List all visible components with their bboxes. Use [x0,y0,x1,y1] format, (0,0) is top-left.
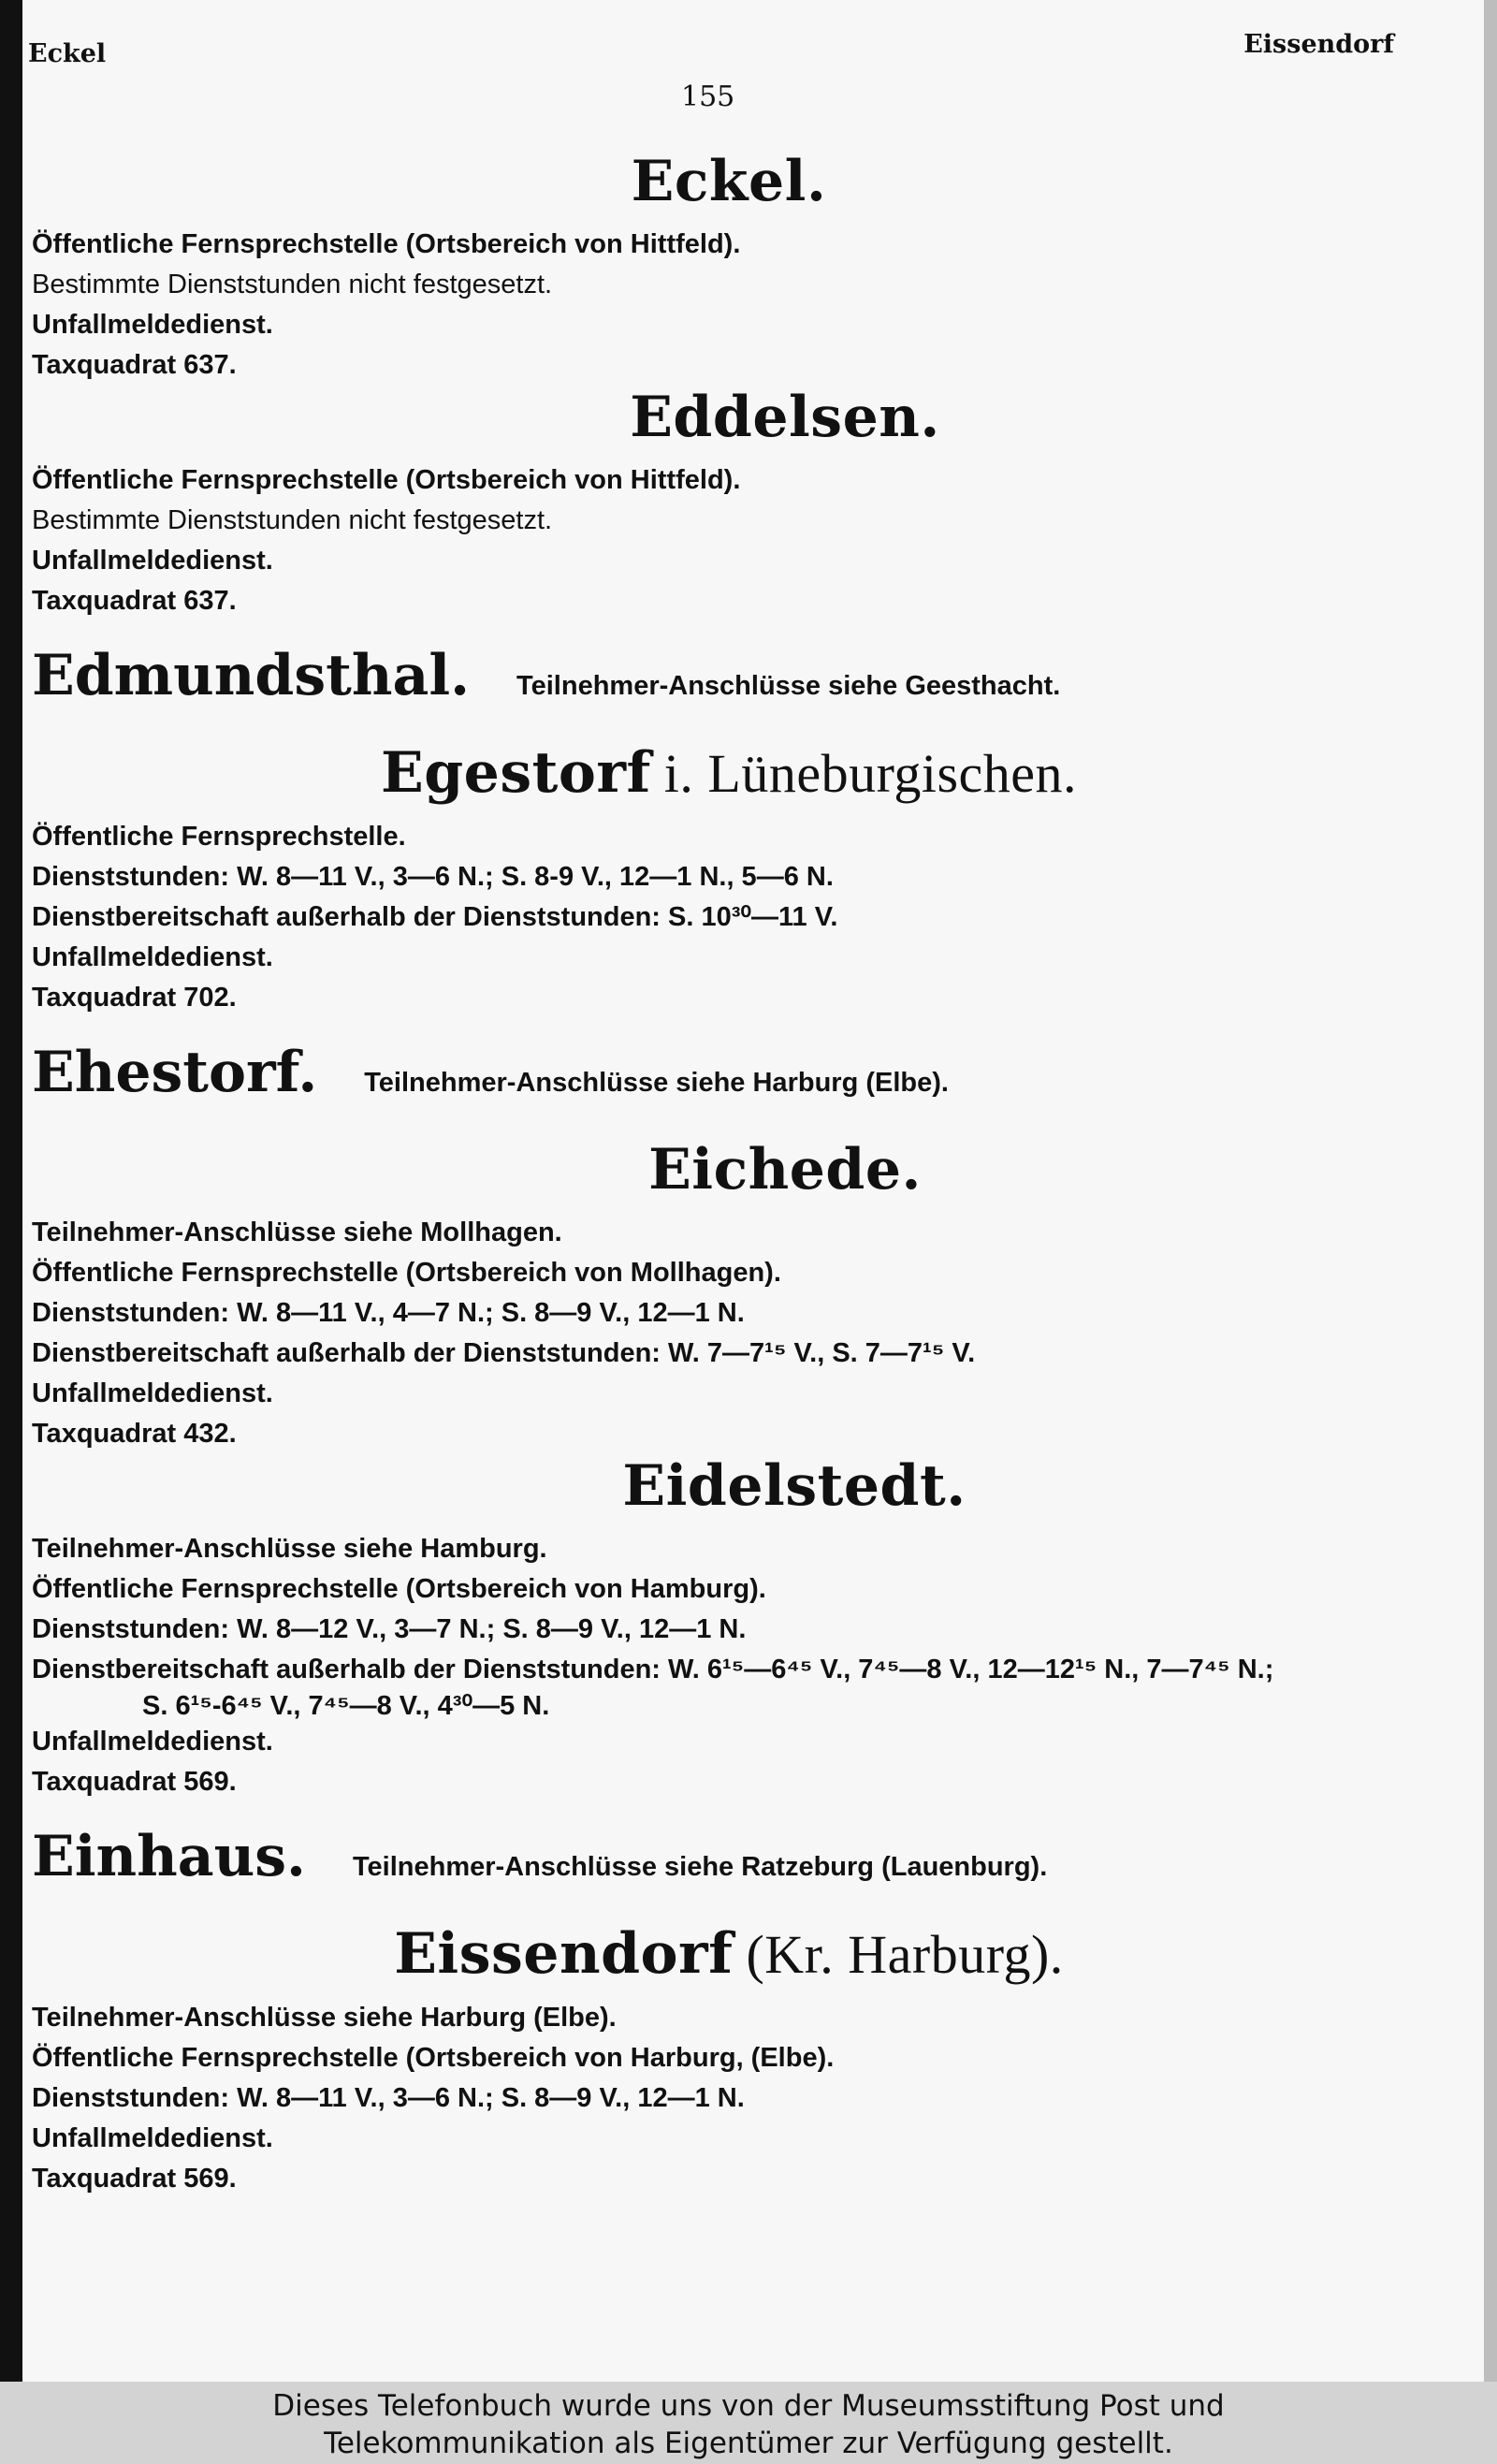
attribution-line-1: Dieses Telefonbuch wurde uns von der Museumsstiftung Post und [272,2389,1225,2423]
entry-line: Öffentliche Fernsprechstelle (Ortsbereich von Hamburg). [32,1574,766,1604]
entry-line: Unfallmeldedienst. [32,546,273,576]
entry-line: S. 6¹⁵-6⁴⁵ V., 7⁴⁵—8 V., 4³⁰—5 N. [142,1691,550,1721]
entry-ehestorf [32,1041,1426,1104]
entry-line: Dienststunden: W. 8—12 V., 3—7 N.; S. 8—9 V., 12—1 N. [32,1614,747,1644]
entry-reference: Teilnehmer-Anschlüsse siehe Harburg (Elbe). [364,1068,949,1098]
entry-eidelstedt [32,1454,1426,1802]
entry-line: Dienststunden: W. 8—11 V., 3—6 N.; S. 8-9 V., 12—1 N., 5—6 N. [32,862,834,892]
entry-reference: Teilnehmer-Anschlüsse siehe Geesthacht. [516,671,1061,701]
entry-line: Taxquadrat 432. [32,1419,237,1449]
entry-line: Teilnehmer-Anschlüsse siehe Harburg (Elbe). [32,2003,617,2033]
entry-title: Eissendorf (Kr. Harburg). [394,1921,1064,1987]
attribution-line-2: Telekommunikation als Eigentümer zur Verfügung gestellt. [324,2427,1173,2460]
entry-line: Taxquadrat 637. [32,350,237,380]
entry-line: Öffentliche Fernsprechstelle (Ortsbereich von Mollhagen). [32,1258,781,1288]
entry-line: Öffentliche Fernsprechstelle (Ortsbereich von Hittfeld). [32,465,741,495]
entry-line: Taxquadrat 637. [32,586,237,616]
entry-line: Bestimmte Dienststunden nicht festgesetzt. [32,505,553,535]
attribution-footer [0,2382,1497,2464]
entry-line: Dienststunden: W. 8—11 V., 4—7 N.; S. 8—9 V., 12—1 N. [32,1298,745,1328]
entry-line: Unfallmeldedienst. [32,1378,273,1408]
running-head-left: Eckel [28,39,107,68]
entry-line: Taxquadrat 702. [32,983,237,1013]
entry-line: Öffentliche Fernsprechstelle (Ortsbereich von Hittfeld). [32,229,741,259]
entry-line: Unfallmeldedienst. [32,942,273,972]
page-edge-shadow [1484,0,1497,2382]
entry-eddelsen [32,386,1426,621]
entry-line: Bestimmte Dienststunden nicht festgesetzt. [32,270,553,299]
entry-line: Dienstbereitschaft außerhalb der Dienststunden: W. 6¹⁵—6⁴⁵ V., 7⁴⁵—8 V., 12—12¹⁵ N., 7—7⁴⁵ N.; [32,1655,1274,1684]
entry-line: Dienststunden: W. 8—11 V., 3—6 N.; S. 8—9 V., 12—1 N. [32,2083,745,2113]
entry-egestorf [32,741,1426,1018]
entry-title: Edmundsthal. [32,643,471,708]
page-number: 155 [681,80,735,113]
entry-reference: Teilnehmer-Anschlüsse siehe Ratzeburg (Lauenburg). [352,1852,1048,1882]
entry-line: Dienstbereitschaft außerhalb der Dienststunden: W. 7—7¹⁵ V., S. 7—7¹⁵ V. [32,1338,976,1368]
entry-line: Taxquadrat 569. [32,1767,237,1797]
entries-column [32,150,1426,2199]
entry-line: Öffentliche Fernsprechstelle (Ortsbereich von Harburg, (Elbe). [32,2043,835,2073]
entry-einhaus [32,1825,1426,1888]
entry-eckel [32,150,1426,386]
entry-line: Unfallmeldedienst. [32,2123,273,2153]
entry-subtitle: i. Lüneburgischen. [663,743,1078,804]
page-spine-shadow [0,0,22,2382]
entry-edmundsthal [32,644,1426,707]
entry-title: Eichede. [648,1137,922,1203]
entry-title: Eckel. [631,149,827,214]
entry-line: Teilnehmer-Anschlüsse siehe Hamburg. [32,1534,547,1564]
entry-eissendorf [32,1922,1426,2199]
entry-line: Dienstbereitschaft außerhalb der Dienststunden: S. 10³⁰—11 V. [32,902,838,932]
entry-title: Ehestorf. [32,1040,318,1105]
entry-eichede [32,1138,1426,1454]
entry-line: Unfallmeldedienst. [32,1727,273,1757]
entry-title: Egestorf i. Lüneburgischen. [380,740,1078,806]
entry-line: Öffentliche Fernsprechstelle. [32,822,406,852]
entry-title: Eidelstedt. [622,1453,967,1519]
entry-line: Teilnehmer-Anschlüsse siehe Mollhagen. [32,1217,562,1247]
entry-title: Eddelsen. [630,385,940,450]
entry-line: Unfallmeldedienst. [32,310,273,340]
entry-line: Taxquadrat 569. [32,2164,237,2194]
running-head-right: Eissendorf [1243,30,1394,59]
entry-subtitle: (Kr. Harburg). [746,1924,1064,1985]
entry-title: Einhaus. [32,1824,306,1889]
